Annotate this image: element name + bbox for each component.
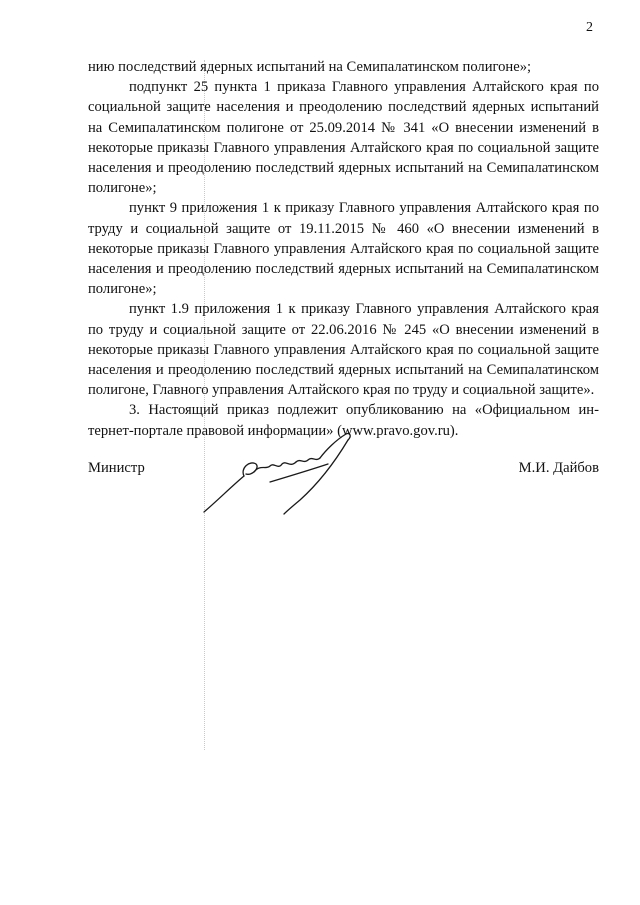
position-title: Министр bbox=[88, 460, 145, 476]
paragraph-continuation: нию последствий ядерных испытаний на Семипалатинском полигоне»; bbox=[88, 59, 532, 75]
handwritten-signature-icon bbox=[200, 430, 360, 520]
paragraph-item-9: пункт 9 приложения 1 к приказу Главного управления Алтайского края по труду и социальной защите от 19.11.2015 № 460 «О внесении изменений в некоторые приказы Главного управления Алтайского края по социальной защите населения и преодолению последствий ядерных испытаний на Семипалатинском полигоне»; bbox=[88, 200, 599, 298]
document-body bbox=[88, 57, 599, 441]
paragraph-subitem-25: подпункт 25 пункта 1 приказа Главного управления Алтайского края по социальной защите населения и преодолению последствий ядерных испытаний на Семипалатинском полигоне от 25.09.2014 № 341 «О внесении изменений в некоторые приказы Главного управления Алтайского края по социальной защите населения и преодолению последствий ядерных испытаний на Семипалатинском полигоне»; bbox=[88, 79, 599, 197]
signer-name: М.И. Дайбов bbox=[518, 460, 599, 476]
paragraph-item-1-9: пункт 1.9 приложения 1 к приказу Главного управления Алтайского края по труду и социальной защите от 22.06.2016 № 245 «О внесении изменений в некоторые приказы Главного управления Алтайского края по социальной защите населения и преодолению последствий ядерных испытаний на Семипалатинском полигоне, Главного управления Алтайского края по труду и социальной защите». bbox=[88, 301, 599, 399]
paragraph-publication: 3. Настоящий приказ подлежит опубликованию на «Официальном интернет-портале правовой информации» (www.pravo.gov.ru). bbox=[88, 402, 599, 439]
page-number: 2 bbox=[586, 20, 593, 35]
